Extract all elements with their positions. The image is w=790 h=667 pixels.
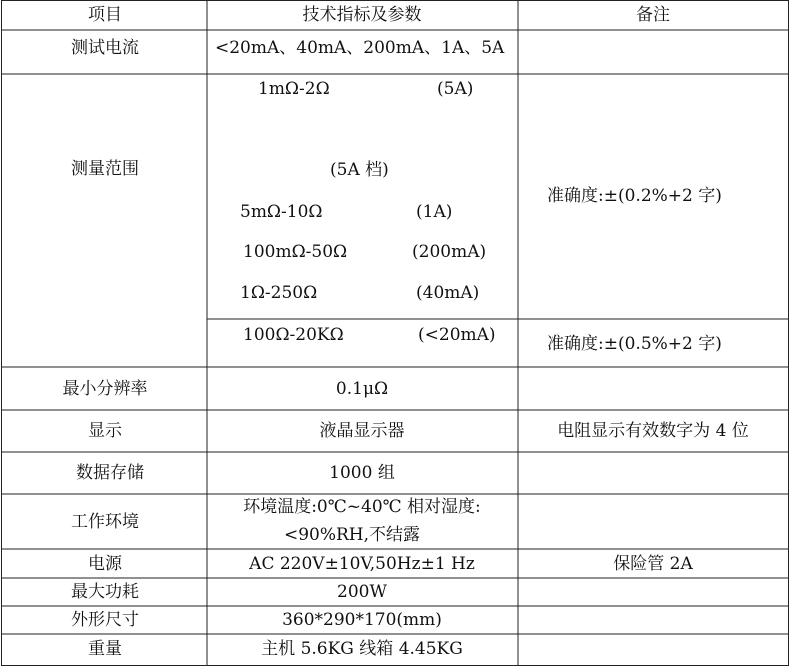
label-power: 电源: [88, 554, 122, 574]
spec-dimensions: 360*290*170(mm): [282, 610, 442, 630]
spec-max-power: 200W: [337, 582, 387, 602]
label-resolution: 最小分辨率: [62, 379, 148, 399]
range-1-current: (5A): [437, 79, 474, 99]
range-3-current: (200mA): [412, 242, 487, 262]
header-note: 备注: [636, 5, 670, 25]
range-4-value: 1Ω-250Ω: [240, 283, 318, 303]
spec-resolution: 0.1μΩ: [335, 379, 389, 399]
spec-environment-line2: <90%RH,不结露: [283, 525, 421, 545]
accuracy-note-2: 准确度:±(0.5%+2 字): [547, 334, 722, 354]
range-2-value: 5mΩ-10Ω: [240, 202, 323, 222]
label-weight: 重量: [88, 639, 122, 659]
range-5a-label: (5A 档): [330, 160, 389, 180]
note-display: 电阻显示有效数字为 4 位: [557, 421, 749, 441]
header-spec: 技术指标及参数: [302, 5, 422, 25]
accuracy-note-1: 准确度:±(0.2%+2 字): [547, 186, 722, 206]
label-environment: 工作环境: [71, 512, 139, 532]
range-5-value: 100Ω-20KΩ: [243, 325, 344, 345]
note-power: 保险管 2A: [613, 554, 693, 574]
range-2-current: (1A): [416, 202, 453, 222]
spec-test-current: <20mA、40mA、200mA、1A、5A: [215, 38, 505, 58]
spec-environment-line1: 环境温度:0℃~40℃ 相对湿度:: [243, 497, 481, 517]
label-dimensions: 外形尺寸: [71, 610, 139, 630]
label-storage: 数据存储: [76, 463, 144, 483]
label-max-power: 最大功耗: [71, 582, 139, 602]
range-5-current: (<20mA): [418, 325, 496, 345]
spec-weight: 主机 5.6KG 线箱 4.45KG: [261, 639, 463, 659]
label-test-current: 测试电流: [71, 38, 139, 58]
header-item: 项目: [88, 5, 122, 25]
spec-storage: 1000 组: [329, 463, 395, 483]
range-3-value: 100mΩ-50Ω: [243, 242, 348, 262]
spec-display: 液晶显示器: [319, 421, 405, 441]
range-1-value: 1mΩ-2Ω: [258, 79, 330, 99]
range-4-current: (40mA): [416, 283, 480, 303]
spec-power: AC 220V±10V,50Hz±1 Hz: [249, 554, 475, 574]
label-range: 测量范围: [71, 159, 139, 179]
label-display: 显示: [88, 421, 122, 441]
